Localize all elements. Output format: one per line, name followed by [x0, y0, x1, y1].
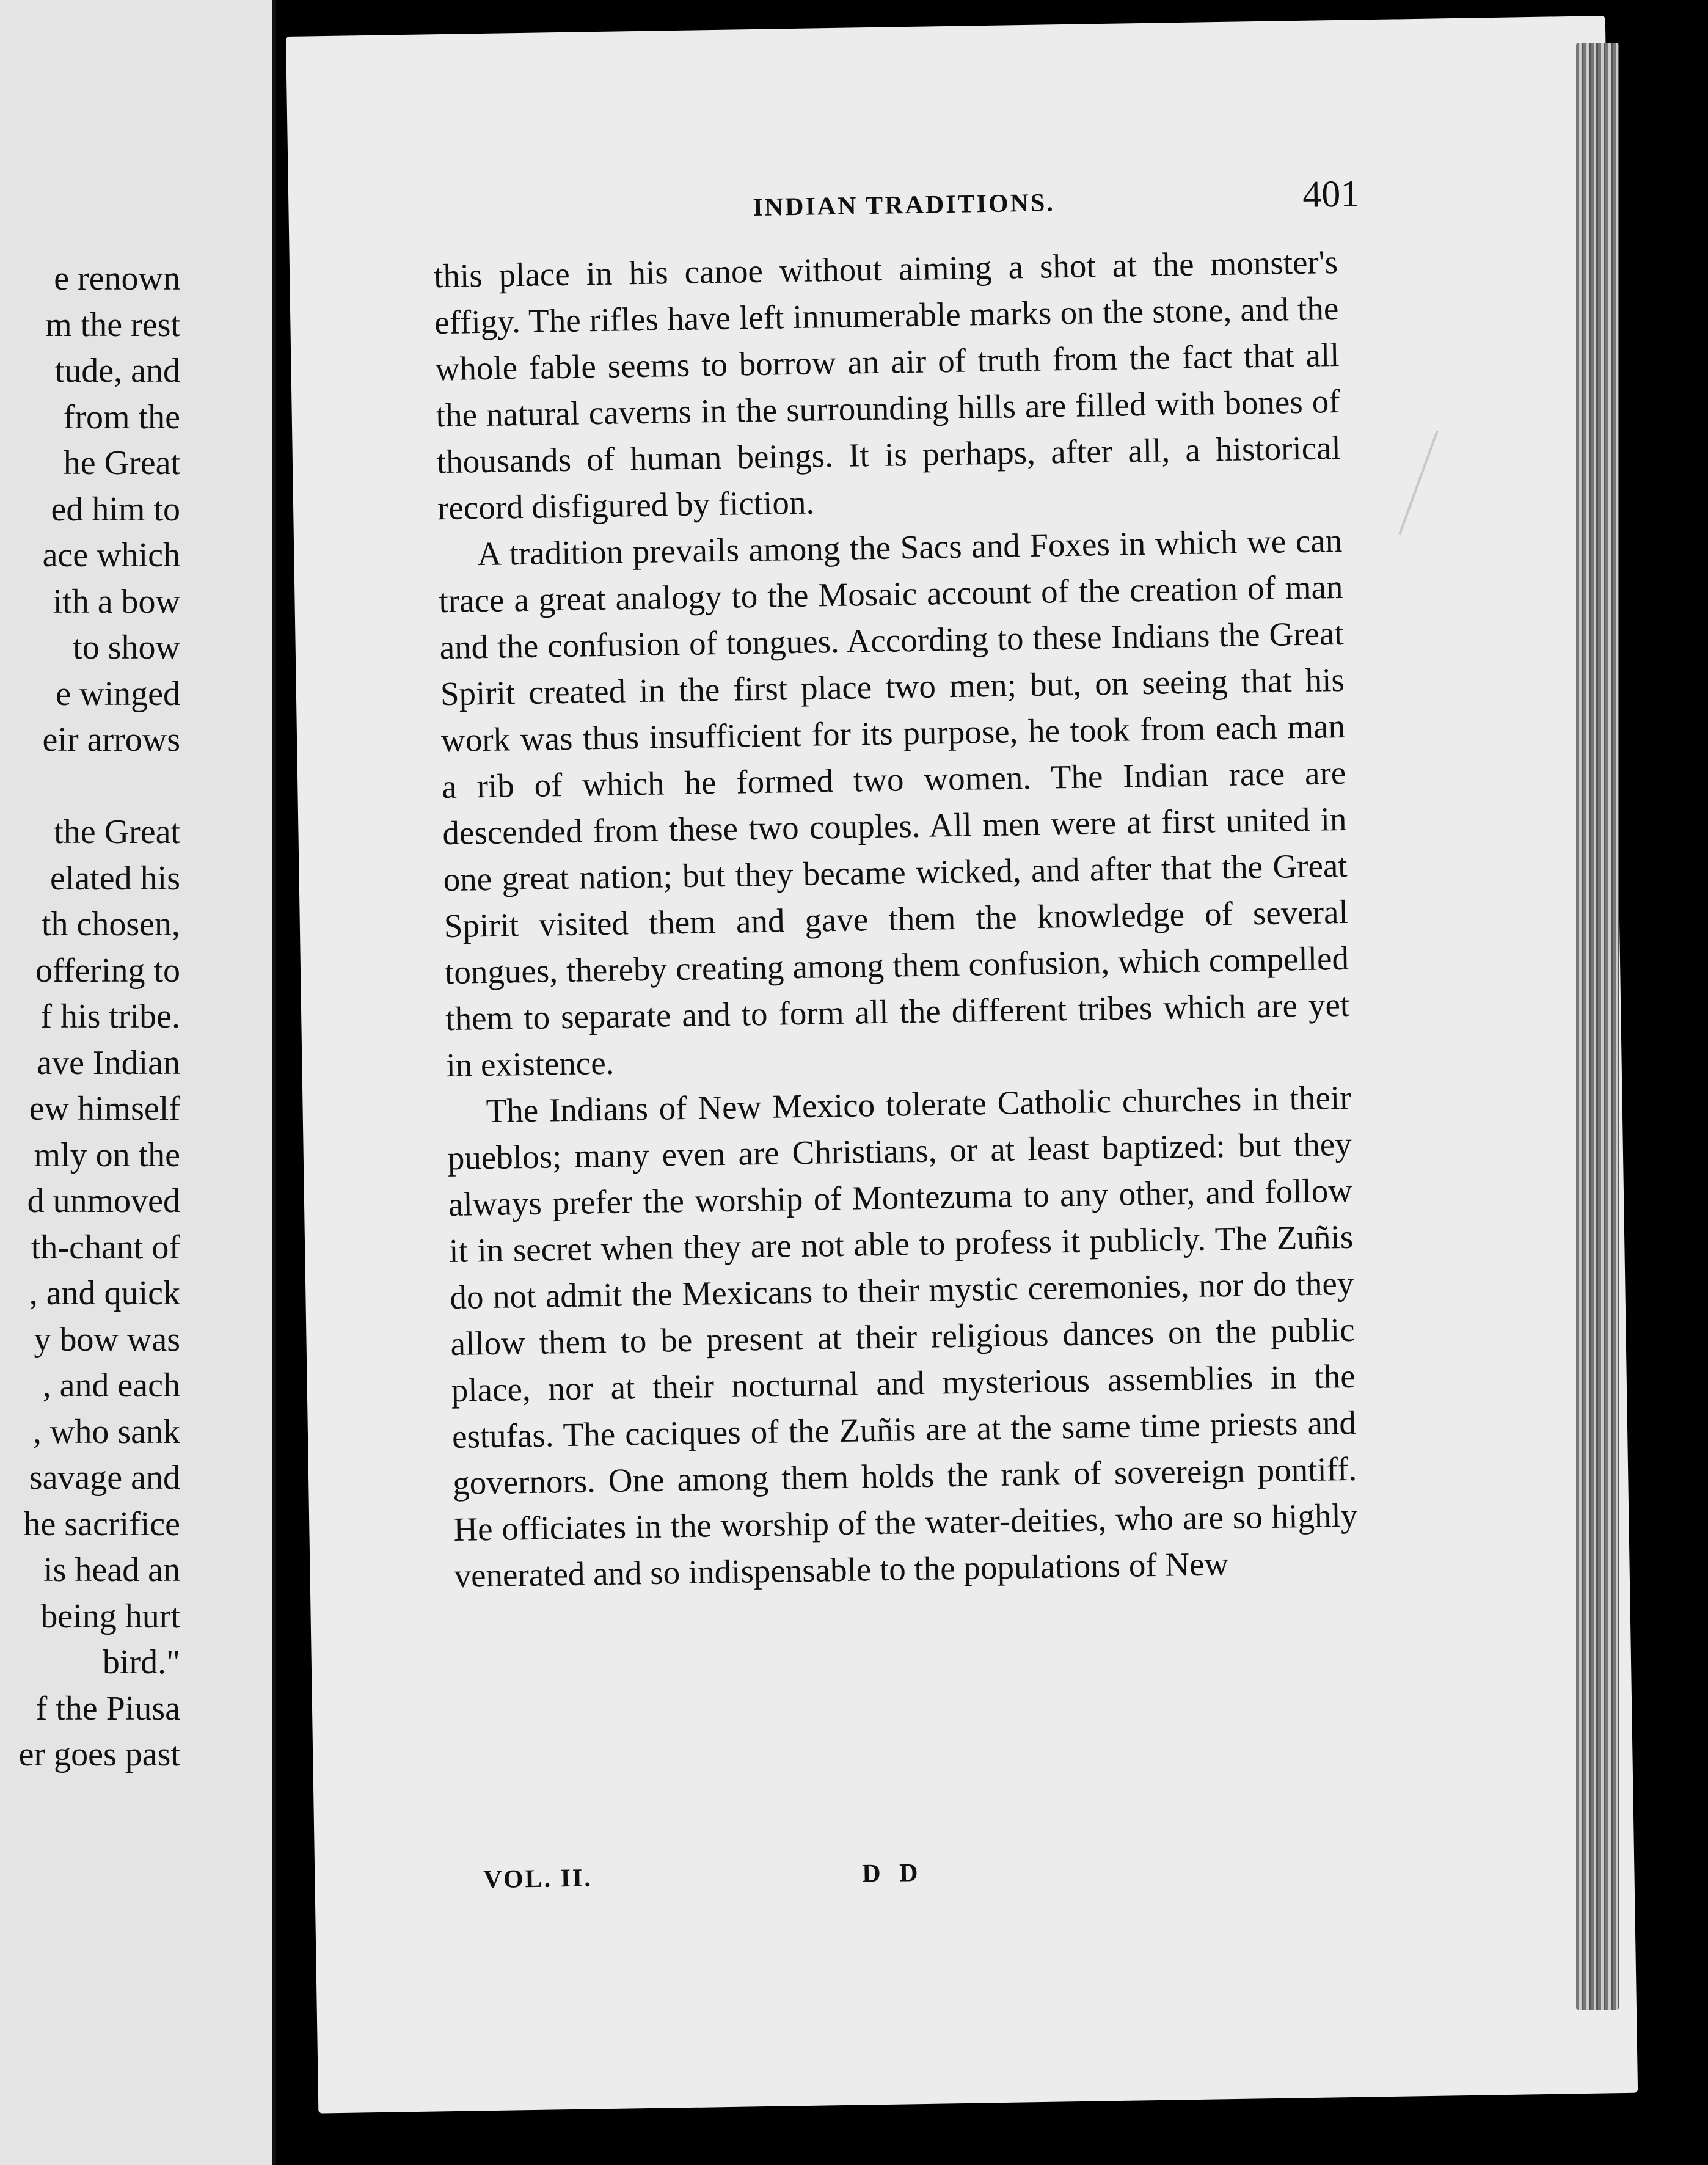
previous-page-line: he Great	[63, 444, 180, 482]
previous-page-line: bird."	[102, 1643, 180, 1681]
previous-page-line: is head an	[43, 1551, 180, 1589]
previous-page-line: , and each	[42, 1367, 180, 1404]
paragraph-3: The Indians of New Mexico tolerate Catholic churches in their pueblos; many even are Christians, or at least baptized: but they always prefer the worship of Montezuma to any other, and follow it in secret when they are not able to profess it publicly. The Zuñis do not admit the Mexicans to their mystic ceremonies, nor do they allow them to be present at their religious dances on the public place, nor at their nocturnal and mysterious assemblies in the estufas. The caciques of the Zuñis are at the same time priests and governors. One among them holds the rank of sovereign pontiff. He officiates in the worship of the water-deities, who are so highly venerated and so indispensable to the populations of New	[447, 1078, 1358, 1594]
previous-page-line: ew himself	[29, 1090, 180, 1128]
previous-page-line: e winged	[56, 675, 180, 713]
previous-page-line: e renown	[54, 260, 180, 298]
book-page	[286, 16, 1638, 2114]
previous-page-line: eir arrows	[42, 721, 180, 759]
previous-page-line: the Great	[54, 813, 180, 851]
previous-page-line: mly on the	[34, 1136, 180, 1174]
previous-page-line: savage and	[29, 1459, 180, 1497]
previous-page-line: ace which	[42, 536, 180, 574]
previous-page-line: he sacrifice	[23, 1505, 180, 1543]
previous-page-line: f his tribe.	[40, 998, 180, 1035]
previous-page-line: ith a bow	[53, 583, 180, 621]
previous-page-line: d unmoved	[27, 1182, 180, 1220]
previous-page-line: , who sank	[32, 1413, 180, 1451]
previous-page-line: th chosen,	[41, 905, 180, 943]
previous-page-fragment	[0, 0, 276, 2165]
body-text	[434, 239, 1359, 1599]
previous-page-line: elated his	[49, 860, 180, 897]
previous-page-line: m the rest	[45, 306, 180, 344]
previous-page-line: f the Piusa	[35, 1690, 180, 1728]
paragraph-2: A tradition prevails among the Sacs and Foxes in which we can trace a great analogy to the Mosaic account of the creation of man and the confusion of tongues. According to these Indians the Great Spirit created in the first place two men; but, on seeing that his work was thus insufficient for its purpose, he took from each man a rib of which he formed two women. The Indian race are descended from these two couples. All men were at first united in one great nation; but they became wicked, and after that the Great Spirit visited them and gave them the knowledge of several tongues, thereby creating among them confusion, which compelled them to separate and to form all the different tribes which are yet in existence.	[439, 521, 1350, 1084]
previous-page-line: offering to	[35, 952, 180, 990]
running-head: INDIAN TRADITIONS.	[753, 189, 1056, 222]
previous-page-line: being hurt	[40, 1597, 180, 1635]
previous-page-line: from the	[63, 398, 180, 436]
previous-page-line: tude, and	[54, 352, 180, 390]
previous-page-line: th-chant of	[31, 1229, 180, 1266]
page-number: 401	[1302, 173, 1360, 216]
previous-page-line: ed him to	[51, 491, 180, 528]
paragraph-1: this place in his canoe without aiming a shot at the monster's effigy. The rifles have left innumerable marks on the stone, and the whole fable seems to borrow an air of truth from the fact that all the natural caverns in the surrounding hills are filled with bones of thousands of human beings. It is perhaps, after all, a historical record disfigured by fiction.	[433, 243, 1341, 527]
page-footer	[459, 1852, 1363, 1908]
previous-page-line: to show	[73, 629, 180, 666]
page-edges	[1576, 43, 1619, 2010]
previous-page-line: y bow was	[34, 1321, 180, 1359]
volume-marker: VOL. II.	[483, 1864, 593, 1894]
previous-page-line: , and quick	[29, 1274, 180, 1312]
signature-mark: D D	[861, 1858, 924, 1888]
previous-page-line: er goes past	[18, 1736, 180, 1773]
previous-page-line: ave Indian	[37, 1044, 180, 1082]
previous-page-text	[0, 261, 180, 1825]
page-header	[288, 171, 1376, 243]
